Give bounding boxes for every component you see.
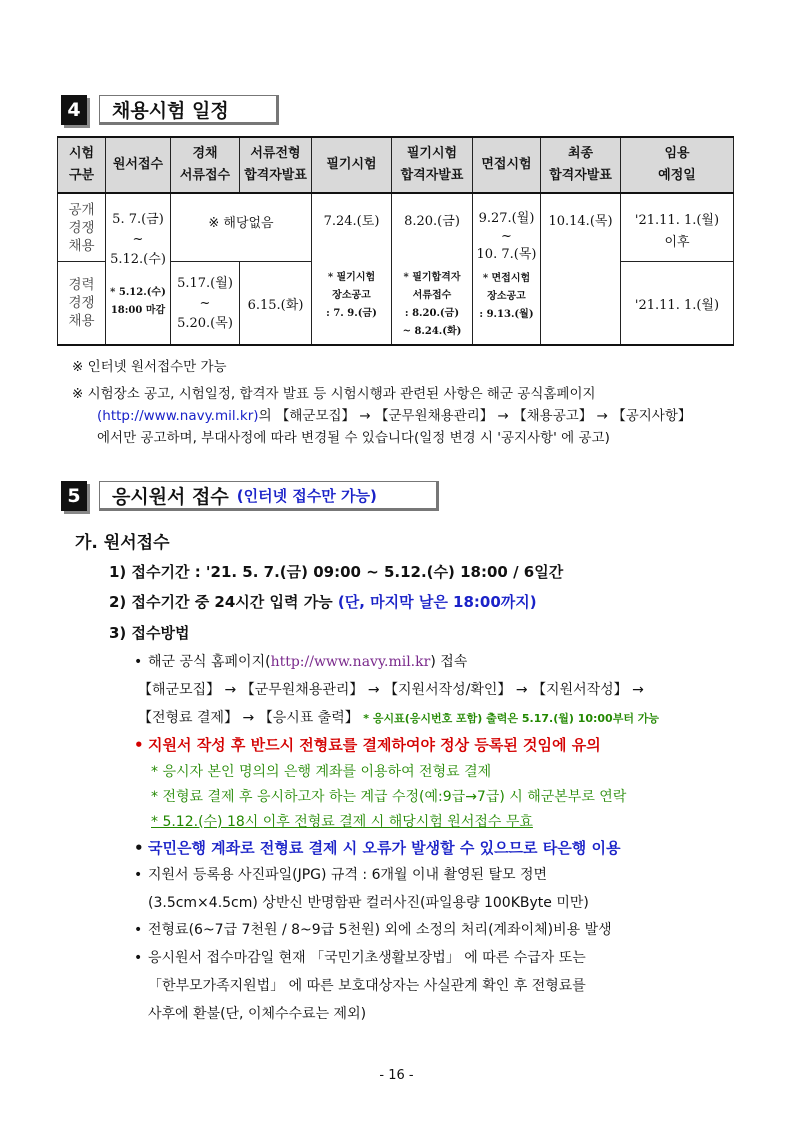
career-doc-period: 5.17.(월) ~ 5.20.(목): [171, 262, 240, 345]
header-cell: 필기시험: [312, 137, 392, 193]
row-label-career: 경력 경쟁 채용: [58, 262, 106, 345]
header-cell: 원서접수: [106, 137, 171, 193]
row-label-open: 공개 경쟁 채용: [58, 193, 106, 262]
method-homepage: • 해군 공식 홈페이지(http://www.navy.mil.kr) 접속 【해군모집】 → 【군무원채용관리】 → 【지원서작성/확인】 → 【지원서작성】 → 【전형료 결제】 → 【응시표 출력】 * 응시표(응시번호 포함) 출력은 5.17.(월) 10:00부터 가능: [134, 654, 660, 726]
header-cell: 최종 합격자발표: [541, 137, 621, 193]
apply-period-line: 1) 접수기간 : '21. 5. 7.(금) 09:00 ~ 5.12.(수) 18:00 / 6일간: [109, 563, 564, 581]
apply-24h-line: 2) 접수기간 중 24시간 입력 가능 (단, 마지막 날은 18:00까지): [109, 593, 537, 611]
table-row: [58, 193, 734, 262]
note-internet-only: ※ 인터넷 원서접수만 가능: [72, 359, 227, 375]
header-cell: 필기시험 합격자발표: [392, 137, 473, 193]
method-refund: • 응시원서 접수마감일 현재 「국민기초생활보장법」 에 따른 수급자 또는 「한부모가족지원법」 에 따른 보호대상자는 사실관계 확인 후 전형료를 사후에 환불(단, 이체수수료는 제외): [134, 950, 586, 1022]
subsection-title: 가. 원서접수: [75, 533, 170, 553]
method-subnote-2: * 전형료 결제 후 응시하고자 하는 계급 수정(예:9급→7급) 시 해군본부로 연락: [151, 789, 627, 805]
apply-method-title: 3) 접수방법: [109, 624, 190, 642]
career-doc-result: 6.15.(화): [240, 262, 312, 345]
not-applicable: ※ 해당없음: [171, 193, 312, 262]
section-subtitle: (인터넷 접수만 가능): [236, 486, 377, 505]
section-title: 응시원서 접수: [112, 485, 229, 508]
method-subnote-1: * 응시자 본인 명의의 은행 계좌를 이용하여 전형료 결제: [151, 764, 492, 780]
final-result: 10.14.(목): [541, 193, 621, 345]
written-exam: 7.24.(토) * 필기시험 장소공고 : 7. 9.(금): [312, 193, 392, 345]
page-number: - 16 -: [379, 1068, 414, 1083]
homepage-url[interactable]: http://www.navy.mil.kr: [270, 654, 431, 670]
note-announcement: ※ 시험장소 공고, 시험일정, 합격자 발표 등 시험시행과 관련된 사항은 해군 공식홈페이지 (http://www.navy.mil.kr)의 【해군모집】 → 【군무원채용관리】 → 【채용공고】 → 【공지사항】 에서만 공고하며, 부대사정에 따라 변경될 수 있습니다(일정 변경 시 '공지사항' 에 공고): [72, 386, 692, 446]
method-bank-warning: • 국민은행 계좌로 전형료 결제 시 오류가 발생할 수 있으므로 타은행 이용: [134, 839, 621, 857]
interview: 9.27.(월) ~ 10. 7.(목) * 면접시험 장소공고 : 9.13.(월): [473, 193, 541, 345]
table-header-row: [58, 137, 734, 193]
method-fee: • 전형료(6~7급 7천원 / 8~9급 5천원) 외에 소정의 처리(계좌이체)비용 발생: [134, 922, 612, 938]
header-cell: 시험 구분: [58, 137, 106, 193]
schedule-table: [57, 136, 734, 346]
header-cell: 임용 예정일: [621, 137, 734, 193]
written-result: 8.20.(금) * 필기합격자 서류접수 : 8.20.(금) ~ 8.24.(화): [392, 193, 473, 345]
section-number: 4: [61, 95, 87, 125]
section-title: 채용시험 일정: [112, 99, 229, 122]
navy-url[interactable]: (http://www.navy.mil.kr): [97, 408, 259, 424]
section-title-box: [99, 481, 439, 511]
section-number: 5: [61, 481, 87, 511]
appoint-career: '21.11. 1.(월): [621, 262, 734, 345]
method-photo: • 지원서 등록용 사진파일(JPG) 규격 : 6개월 이내 촬영된 탈모 정면 (3.5cm×4.5cm) 상반신 반명함판 컬러사진(파일용량 100KByte 미만): [134, 867, 589, 911]
method-payment-warning: • 지원서 작성 후 반드시 전형료를 결제하여야 정상 등록된 것임에 유의: [134, 736, 601, 754]
appoint-open: '21.11. 1.(월) 이후: [621, 193, 734, 262]
header-cell: 서류전형 합격자발표: [240, 137, 312, 193]
header-cell: 면접시험: [473, 137, 541, 193]
header-cell: 경채 서류접수: [171, 137, 240, 193]
section-title-box: [99, 95, 279, 125]
apply-period: 5. 7.(금) ~ 5.12.(수) * 5.12.(수) 18:00 마감: [106, 193, 171, 345]
method-subnote-3: * 5.12.(수) 18시 이후 전형료 결제 시 해당시험 원서접수 무효: [151, 814, 533, 830]
